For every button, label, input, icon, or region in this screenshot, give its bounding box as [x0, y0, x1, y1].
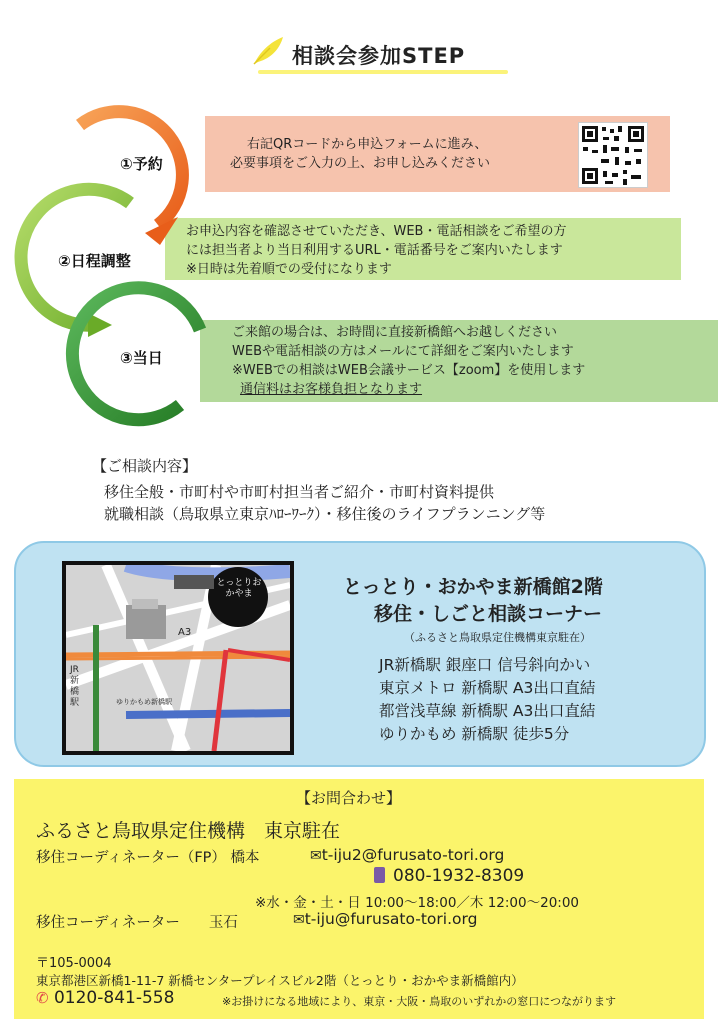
- fp-email[interactable]: [310, 846, 504, 864]
- step3-text-1: ご来館の場合は、お時間に直接新橋館へお越しください: [232, 325, 558, 340]
- postal-code: 〒105-0004: [36, 956, 112, 971]
- step1-text-2: 必要事項をご入力の上、お申し込みください: [230, 156, 491, 171]
- contact-org: ふるさと鳥取県定住機構 東京駐在: [36, 820, 341, 842]
- step3-label: ③当日: [120, 349, 163, 367]
- step1-label: ①予約: [120, 155, 163, 173]
- step3-text-4: 通信料はお客様負担となります: [240, 382, 423, 397]
- step2-text-3: ※日時は先着順での受付になります: [186, 262, 392, 277]
- coord-email-text: t-iju@furusato-tori.org: [304, 910, 478, 928]
- map-a3-label: A3: [178, 627, 192, 638]
- contact-heading: 【お問合わせ】: [296, 789, 402, 807]
- fp-phone-text: 080-1932-8309: [393, 866, 525, 886]
- access-map[interactable]: [62, 561, 294, 755]
- consult-item: 移住全般・市町村や市町村担当者ご紹介・市町村資料提供: [104, 483, 495, 501]
- title-underline: [258, 70, 508, 74]
- map-jr-label: JR新橋駅: [70, 665, 80, 708]
- fp-phone[interactable]: [374, 866, 524, 886]
- step1-text-1: 右記QRコードから申込フォームに進み、: [247, 137, 488, 152]
- address: 東京都港区新橋1-11-7 新橋センタープレイスビル2階（とっとり・おかやま新橋館内）: [36, 973, 524, 988]
- direction-line: JR新橋駅 銀座口 信号斜向かい: [379, 656, 591, 674]
- map-yurikamome-label: ゆりかもめ新橋駅: [116, 698, 172, 706]
- fp-role: 移住コーディネーター（FP） 橋本: [36, 850, 260, 866]
- direction-line: 東京メトロ 新橋駅 A3出口直結: [379, 679, 596, 697]
- direction-line: 都営浅草線 新橋駅 A3出口直結: [379, 702, 596, 720]
- step2-label: ②日程調整: [58, 252, 131, 270]
- page-title: 相談会参加STEP: [292, 44, 466, 68]
- mail-icon: ✉: [310, 848, 322, 864]
- tollfree[interactable]: [36, 988, 174, 1008]
- access-subtitle: （ふるさと鳥取県定住機構東京駐在）: [404, 631, 591, 644]
- step3-text-2: WEBや電話相談の方はメールにて詳細をご案内いたします: [232, 344, 574, 359]
- consult-item: 就職相談（鳥取県立東京ﾊﾛｰﾜｰｸ）・移住後のライフプランニング等: [104, 505, 546, 523]
- phone-icon: [374, 867, 385, 883]
- phone-handset-icon: ✆: [36, 989, 49, 1007]
- coord-email[interactable]: [293, 910, 477, 928]
- direction-line: ゆりかもめ 新橋駅 徒歩5分: [379, 725, 570, 743]
- step2-text-2: には担当者より当日利用するURL・電話番号をご案内いたします: [186, 243, 563, 258]
- step3-text-3: ※WEBでの相談はWEB会議サービス【zoom】を使用します: [232, 363, 586, 378]
- consult-heading: 【ご相談内容】: [92, 457, 198, 475]
- mail-icon: ✉: [293, 912, 305, 928]
- access-title-2: 移住・しごと相談コーナー: [374, 603, 603, 625]
- map-logo-text: とっとりおかやま: [216, 578, 262, 599]
- access-title-1: とっとり・おかやま新橋館2階: [343, 576, 603, 598]
- coord-role: 移住コーディネーター 玉石: [36, 915, 238, 931]
- fp-email-text: t-iju2@furusato-tori.org: [321, 846, 505, 864]
- feather-icon: [250, 34, 286, 68]
- hours: ※水・金・土・日 10:00～18:00／木 12:00～20:00: [255, 895, 580, 911]
- tollfree-number: 0120-841-558: [53, 988, 175, 1008]
- qr-code[interactable]: [578, 122, 648, 188]
- tollfree-note: ※お掛けになる地域により、東京・大阪・鳥取のいずれかの窓口につながります: [222, 995, 616, 1008]
- step2-text-1: お申込内容を確認させていただき、WEB・電話相談をご希望の方: [186, 224, 567, 239]
